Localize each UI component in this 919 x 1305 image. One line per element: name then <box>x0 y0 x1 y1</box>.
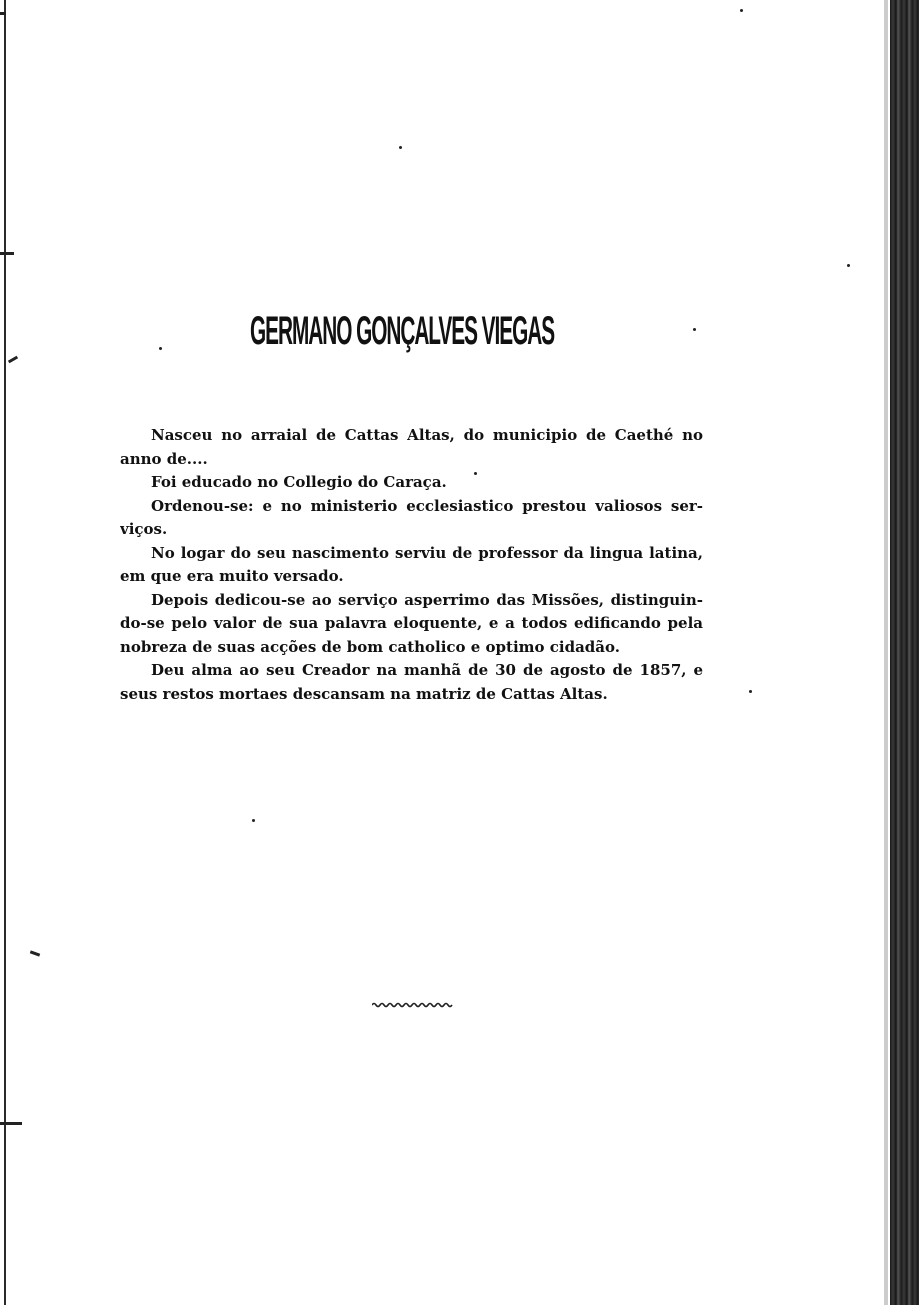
text-line: em que era muito versado. <box>120 567 344 585</box>
right-page-edge <box>890 0 919 1305</box>
end-ornament <box>372 1001 454 1009</box>
edge-mark <box>0 1122 22 1125</box>
text-line: Foi educado no Collegio do Caraça. <box>151 473 447 491</box>
text-line: No logar do seu nascimento serviu de professor da lingua latina, <box>151 543 703 562</box>
edge-mark <box>30 950 40 956</box>
ink-speck <box>847 264 850 267</box>
text-line: do-se pelo valor de sua palavra eloquente, e a todos edificando pela <box>120 614 703 632</box>
biography-text <box>120 424 703 706</box>
text-line: nobreza de suas acções de bom catholico e optimo cidadão. <box>120 637 620 656</box>
text-line: seus restos mortaes descansam na matriz de Cattas Altas. <box>120 684 608 703</box>
edge-mark <box>0 252 14 255</box>
page-title: GERMANO GONÇALVES VIEGAS <box>250 309 555 353</box>
right-page-shadow <box>884 0 888 1305</box>
left-page-edge <box>4 0 6 1305</box>
text-line: Ordenou-se: e no ministerio ecclesiastico prestou valiosos ser- <box>151 496 703 515</box>
ink-speck <box>749 690 752 693</box>
text-line: Nasceu no arraial de Cattas Altas, do municipio de Caethé no <box>151 426 703 444</box>
text-line: anno de.... <box>120 449 208 468</box>
ink-speck <box>252 819 255 822</box>
text-line: Depois dedicou-se ao serviço asperrimo das Missões, distinguin- <box>151 590 703 609</box>
ink-speck <box>159 347 162 350</box>
edge-mark <box>8 356 18 364</box>
text-line: viços. <box>120 520 168 538</box>
ink-speck <box>693 328 696 331</box>
ink-speck <box>399 146 402 149</box>
text-line: Deu alma ao seu Creador na manhã de 30 de agosto de 1857, e <box>151 661 703 679</box>
edge-mark <box>0 12 6 15</box>
ink-speck <box>740 9 743 12</box>
